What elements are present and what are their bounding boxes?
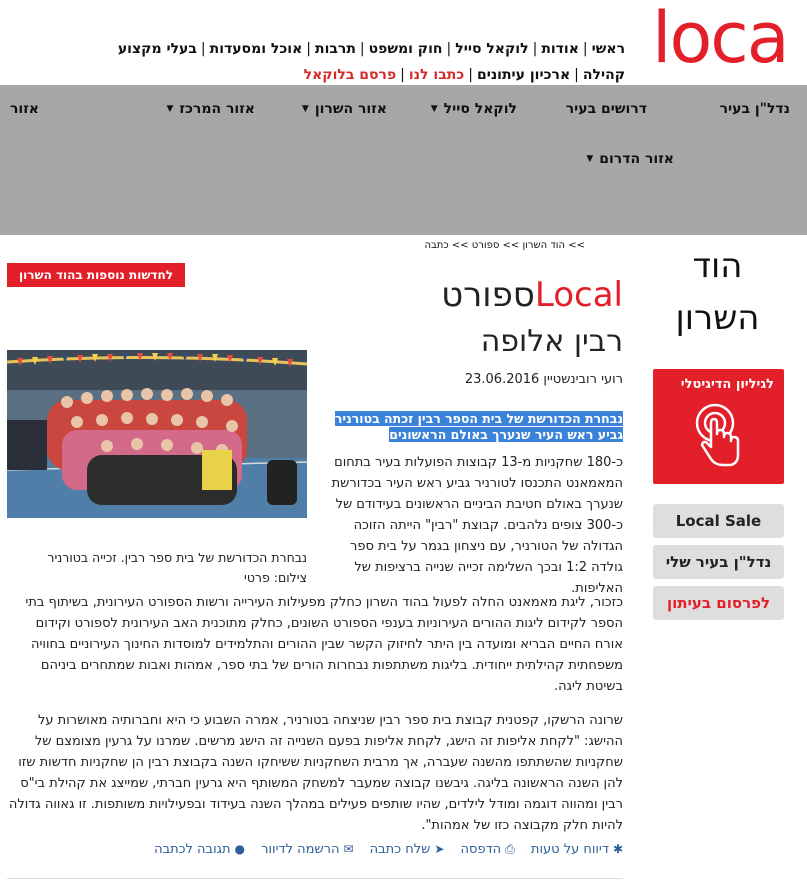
envelope-icon: ✉ — [343, 842, 354, 856]
nav-separator: | — [532, 41, 538, 57]
nav-separator: | — [574, 67, 579, 83]
comment-icon: ● — [234, 842, 245, 856]
nav-separator: | — [306, 41, 311, 57]
report-error-link[interactable]: ✱דיווח על טעות — [530, 842, 623, 857]
print-icon: ⎙ — [505, 842, 515, 856]
article-title: רבין אלופה — [480, 324, 623, 359]
nav-separator: | — [468, 67, 473, 83]
nav-local-sale[interactable]: לוקאל סייל▼ — [430, 101, 517, 117]
section-name: ספורט — [441, 275, 535, 315]
logo-text: local — [652, 0, 790, 70]
send-icon: ➤ — [434, 842, 445, 856]
top-nav-item[interactable]: פרסם בלוקאל — [303, 67, 397, 83]
divider — [7, 878, 623, 879]
section-brand: Local — [534, 275, 623, 315]
main-nav-bar — [0, 85, 807, 235]
site-logo[interactable] — [650, 0, 790, 70]
nav-real-estate[interactable]: נדל"ן בעיר — [719, 101, 790, 117]
top-nav-row1 — [20, 36, 625, 62]
nav-separator: | — [400, 67, 405, 83]
chevron-down-icon: ▼ — [430, 104, 438, 114]
touch-hand-icon — [693, 403, 743, 469]
top-nav-item[interactable]: אוכל ומסעדות — [209, 41, 303, 57]
print-link[interactable]: ⎙הדפסה — [460, 842, 515, 857]
article-paragraph-2: כזכור, ליגת מאמאנט החלה לפעול בהוד השרון כחלק מפעילות העירייה ורשות הספורט העירונית, בשיתוף בתי הספר לקידום ליגות ההורים העירוניות בענפי הספורט השונים, כחלק מתוכנית האב העירונית לספורט וקידום אורח החיים הבריא ומועדה בין היתר לחיזוק הקשר שבין ההורים והתלמידים למוסדות החינוך העירוניים בחוויה משפחתית קהילתית ייחודית. בליגות משתתפות נבחרות הורים של בתי ספר, אמהות ואבות שמתחרים ביניהם בשיטת ליגה. — [25, 595, 623, 694]
nav-south[interactable]: אזור הדרום▼ — [586, 151, 674, 167]
advertise-button[interactable]: לפרסום בעיתון — [653, 586, 784, 620]
chevron-down-icon: ▼ — [301, 104, 309, 114]
top-nav — [20, 36, 625, 88]
city-title: הוד השרון — [675, 246, 760, 338]
top-nav-item[interactable]: אודות — [541, 41, 579, 57]
nav-jobs[interactable]: דרושים בעיר — [565, 101, 647, 117]
nav-center[interactable]: אזור המרכז▼ — [166, 101, 255, 117]
top-nav-item[interactable]: ראשי — [591, 41, 625, 57]
top-nav-item[interactable]: ארכיון עיתונים — [476, 67, 571, 83]
photo-caption — [7, 548, 307, 588]
nav-area-cut[interactable]: אזור — [9, 101, 39, 117]
top-nav-item[interactable]: חוק ומשפט — [368, 41, 443, 57]
article-byline: רועי רובינשטיין 23.06.2016 — [464, 372, 623, 387]
digital-edition-button[interactable] — [653, 369, 784, 484]
nav-sharon[interactable]: אזור השרון▼ — [301, 101, 387, 117]
article-tools — [154, 842, 623, 857]
nav-separator: | — [446, 41, 452, 57]
top-nav-item[interactable]: לוקאל סייל — [455, 41, 529, 57]
breadcrumb[interactable]: >> הוד השרון >> ספורט >> כתבה — [424, 240, 585, 251]
digital-edition-label: לגיליון הדיגיטלי — [680, 377, 774, 392]
photo-caption-text: נבחרת הכדורשת של בית ספר רבין. זכייה בטורניר — [47, 550, 307, 565]
top-nav-item[interactable]: תרבות — [315, 41, 356, 57]
section-title — [380, 275, 623, 315]
article-photo[interactable] — [7, 350, 307, 518]
photo-credit: צילום: פרטי — [244, 570, 307, 585]
top-nav-item[interactable]: קהילה — [582, 67, 625, 83]
article-lead: נבחרת הכדורשת של בית הספר רבין זכתה בטורניר גביע ראש העיר שנערך באולם הראשונים — [334, 411, 623, 442]
newsletter-link[interactable]: ✉הרשמה לדיוור — [261, 842, 354, 857]
send-article-link[interactable]: ➤שלח כתבה — [369, 842, 445, 857]
article-paragraph-3: שרונה הרשקו, קפטנית קבוצת בית ספר רבין שניצחה בטורניר, אמרה השבוע כי היא וחברותיה מאושרות על ההישג: "לקחת אליפות זה הישג, לקחת אליפות בפעם השנייה זה הישג מרשים. שמרנו על גרעין מצומצם של שחקניות שהשתתפו מהשנה שעברה, אך מרבית השחקניות ששיחקו השנה בקבוצת רבין הן שחקניות חדשות שזו להן השנה הראשונה בליגה. גיבשנו קבוצה שמעבר למשחק המשותף היא גרעין חברתי, שמייצג את קהילת בי"ס רבין ומהווה דוגמה ומודל לילדים, שהיו שותפים פעילים במהלך השנה בעידוד ובפעילויות משותפות. זו גאווה גדולה להיות חלק מקבוצה כזו של אמהות". — [8, 713, 623, 833]
nav-separator: | — [200, 41, 206, 57]
local-sale-button[interactable]: Local Sale — [653, 504, 784, 538]
comment-link[interactable]: ●תגובה לכתבה — [154, 842, 245, 857]
article-paragraph-1: כ-180 שחקניות מ-13 קבוצות הפועלות בעיר בתחום המאמאנט התכנסו לטורניר גביע ראש העיר בכדורשת שנערך באולם חטיבת הביניים הראשונים בעידודם של כ-300 צופים נלהבים. קבוצת "רבין" הייתה הזוכה הגדולה של הטורניר, עם ניצחון בגמר על בית ספר גולדה 1:2 ובכך השלימה זכייה שנייה ברציפות של האליפות. — [331, 455, 623, 596]
top-nav-item[interactable]: כתבו לנו — [408, 67, 465, 83]
bug-icon: ✱ — [612, 842, 623, 856]
top-nav-item[interactable]: בעלי מקצוע — [117, 41, 197, 57]
more-news-button[interactable]: לחדשות נוספות בהוד השרון >> — [7, 263, 185, 287]
real-estate-my-city-button[interactable]: נדל"ן בעיר שלי — [653, 545, 784, 579]
nav-separator: | — [359, 41, 365, 57]
chevron-down-icon: ▼ — [586, 154, 594, 164]
nav-separator: | — [582, 41, 588, 57]
chevron-down-icon: ▼ — [166, 104, 174, 114]
